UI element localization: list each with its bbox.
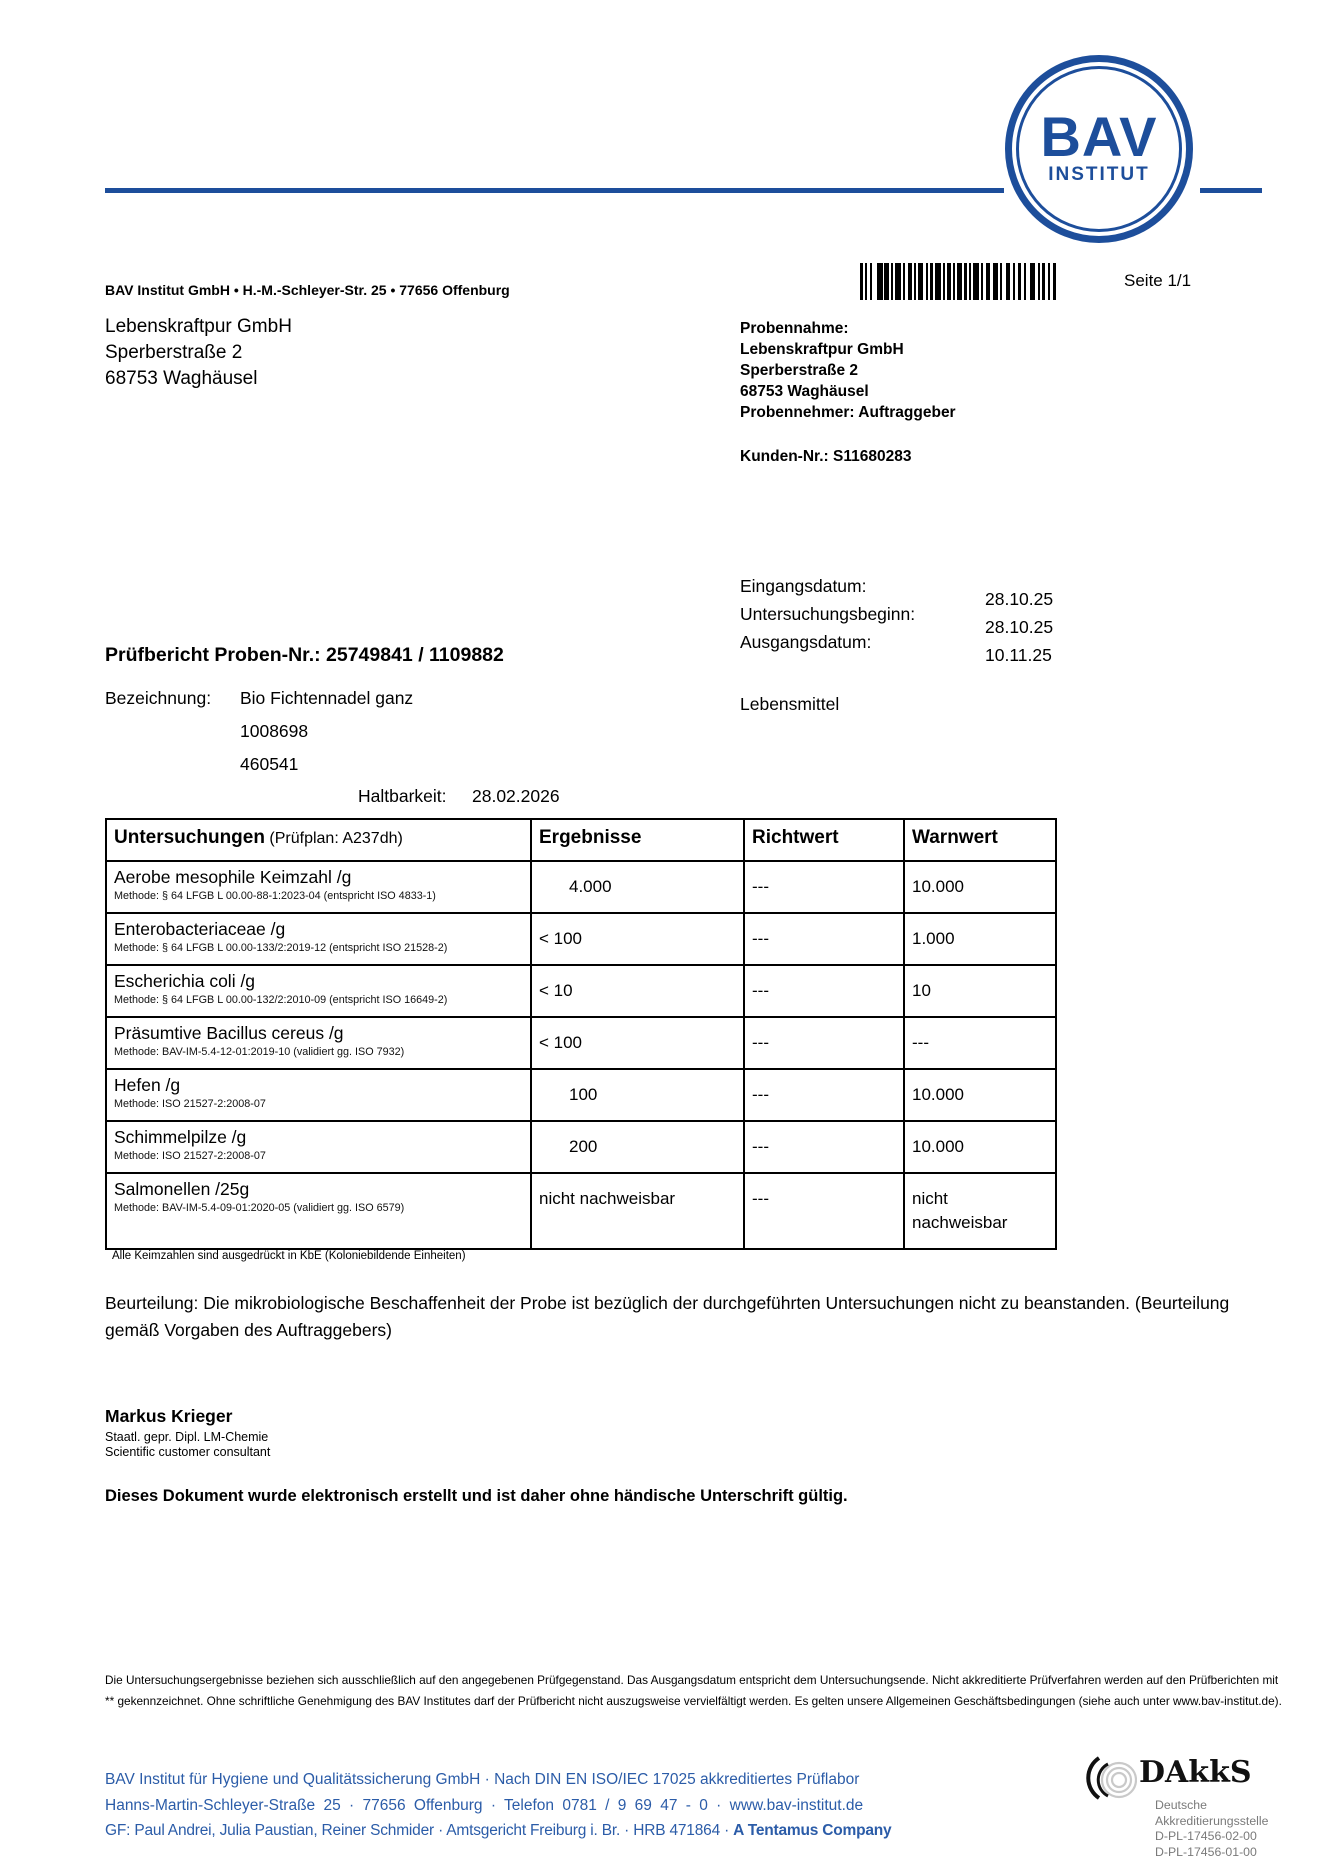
page-number: Seite 1/1 bbox=[1124, 271, 1192, 290]
warnwert-value: 10.000 bbox=[912, 1137, 964, 1156]
parameter-method: Methode: § 64 LFGB L 00.00-133/2:2019-12 (entspricht ISO 21528-2) bbox=[114, 942, 448, 954]
table-header-row bbox=[106, 819, 1056, 861]
signer-title-1: Staatl. gepr. Dipl. LM-Chemie bbox=[105, 1430, 269, 1444]
beurteilung-text: Beurteilung: Die mikrobiologische Beschaffenheit der Probe ist bezüglich der durchgeführten Untersuchungen nicht zu beanstanden. (Beurteilung gemäß Vorgaben des Auftraggebers) bbox=[105, 1293, 1230, 1340]
result-value: 100 bbox=[569, 1085, 598, 1104]
article-code-2: 460541 bbox=[240, 754, 299, 774]
barcode bbox=[860, 263, 1056, 305]
col-untersuchungen-label: Untersuchungen bbox=[114, 827, 265, 848]
richtwert-value: --- bbox=[752, 877, 769, 896]
col-warnwert: Warnwert bbox=[904, 819, 1056, 861]
result-value: < 100 bbox=[539, 1033, 583, 1052]
parameter-method: Methode: ISO 21527-2:2008-07 bbox=[114, 1098, 266, 1110]
table-row bbox=[106, 861, 1056, 913]
probennehmer: Probennehmer: Auftraggeber bbox=[740, 404, 956, 421]
dakks-code-2: D-PL-17456-01-00 bbox=[1155, 1844, 1257, 1859]
bezeichnung-value: Bio Fichtennadel ganz bbox=[240, 688, 414, 708]
bav-logo-subtext: INSTITUT bbox=[1048, 164, 1150, 185]
table-row bbox=[106, 1121, 1056, 1173]
warnwert-value: 10 bbox=[912, 981, 931, 1000]
date-values bbox=[985, 585, 1053, 669]
probennahme-city: 68753 Waghäusel bbox=[740, 383, 869, 400]
dakks-code-1: D-PL-17456-02-00 bbox=[1155, 1829, 1257, 1843]
header-rule-right bbox=[1200, 188, 1262, 193]
result-value: < 100 bbox=[539, 929, 583, 948]
parameter-method: Methode: § 64 LFGB L 00.00-132/2:2010-09 (entspricht ISO 16649-2) bbox=[114, 994, 448, 1006]
parameter-name: Aerobe mesophile Keimzahl /g bbox=[114, 867, 352, 887]
table-footnote: Alle Keimzahlen sind ausgedrückt in KbE (Koloniebildende Einheiten) bbox=[112, 1250, 466, 1262]
article-code-1: 1008698 bbox=[240, 721, 309, 741]
parameter-method: Methode: BAV-IM-5.4-12-01:2019-10 (validiert gg. ISO 7932) bbox=[114, 1046, 405, 1058]
sender-line: BAV Institut GmbH • H.-M.-Schleyer-Str. 25 • 77656 Offenburg bbox=[105, 282, 510, 298]
validity-note: Dieses Dokument wurde elektronisch erstellt und ist daher ohne händische Unterschrift gültig. bbox=[105, 1487, 848, 1505]
signer-title-2: Scientific customer consultant bbox=[105, 1445, 271, 1459]
result-value: nicht nachweisbar bbox=[539, 1189, 676, 1208]
eingangsdatum-value: 28.10.25 bbox=[985, 589, 1054, 609]
table-row bbox=[106, 1069, 1056, 1121]
tentamus-label: A Tentamus Company bbox=[733, 1822, 892, 1839]
signer-name: Markus Krieger bbox=[105, 1406, 233, 1426]
kunden-nr: Kunden-Nr.: S11680283 bbox=[740, 448, 912, 465]
haltbarkeit-value: 28.02.2026 bbox=[472, 786, 560, 806]
bezeichnung-label: Bezeichnung: bbox=[105, 688, 212, 708]
bav-logo bbox=[1005, 55, 1193, 243]
untersuchungsbeginn-value: 28.10.25 bbox=[985, 617, 1054, 637]
warnwert-value: nicht nachweisbar bbox=[912, 1189, 1008, 1232]
recipient-city: 68753 Waghäusel bbox=[105, 368, 258, 389]
warnwert-value: 10.000 bbox=[912, 877, 964, 896]
warnwert-value: 10.000 bbox=[912, 1085, 964, 1104]
parameter-name: Schimmelpilze /g bbox=[114, 1127, 247, 1147]
probennahme-title: Probennahme: bbox=[740, 320, 849, 337]
table-row bbox=[106, 1017, 1056, 1069]
dakks-sub-line1: Deutsche bbox=[1155, 1798, 1207, 1812]
parameter-method: Methode: § 64 LFGB L 00.00-88-1:2023-04 (entspricht ISO 4833-1) bbox=[114, 890, 436, 902]
eingangsdatum-label: Eingangsdatum: bbox=[740, 576, 867, 596]
warnwert-value: --- bbox=[912, 1033, 929, 1052]
col-ergebnisse: Ergebnisse bbox=[531, 819, 744, 861]
richtwert-value: --- bbox=[752, 1137, 769, 1156]
header-rule-left bbox=[105, 188, 1004, 193]
table-row bbox=[106, 1173, 1056, 1249]
sample-category: Lebensmittel bbox=[740, 694, 840, 714]
parameter-name: Enterobacteriaceae /g bbox=[114, 919, 286, 939]
date-labels bbox=[740, 572, 915, 656]
ausgangsdatum-value: 10.11.25 bbox=[985, 645, 1052, 665]
untersuchungsbeginn-label: Untersuchungsbeginn: bbox=[740, 604, 916, 624]
dakks-wordmark: DAkkS bbox=[1139, 1755, 1252, 1790]
result-value: 4.000 bbox=[569, 877, 612, 896]
richtwert-value: --- bbox=[752, 929, 769, 948]
footer-line-1: BAV Institut für Hygiene und Qualitätssicherung GmbH · Nach DIN EN ISO/IEC 17025 akkreditiertes Prüflabor bbox=[105, 1771, 860, 1788]
result-value: < 10 bbox=[539, 981, 573, 1000]
dakks-sub-line2: Akkreditierungsstelle bbox=[1155, 1813, 1269, 1828]
pruefplan-label: (Prüfplan: A237dh) bbox=[264, 830, 403, 847]
footer-line-3-text: GF: Paul Andrei, Julia Paustian, Reiner Schmider · Amtsgericht Freiburg i. Br. · HRB 471864 · bbox=[105, 1822, 734, 1839]
recipient-name: Lebenskraftpur GmbH bbox=[105, 316, 292, 337]
probennahme-street: Sperberstraße 2 bbox=[740, 362, 859, 379]
report-title: Prüfbericht Proben-Nr.: 25749841 / 1109882 bbox=[105, 644, 504, 666]
col-untersuchungen bbox=[106, 819, 531, 861]
table-row bbox=[106, 913, 1056, 965]
probennahme-name: Lebenskraftpur GmbH bbox=[740, 341, 904, 358]
parameter-name: Salmonellen /25g bbox=[114, 1179, 250, 1199]
parameter-name: Hefen /g bbox=[114, 1075, 181, 1095]
parameter-method: Methode: BAV-IM-5.4-09-01:2020-05 (validiert gg. ISO 6579) bbox=[114, 1202, 405, 1214]
warnwert-value: 1.000 bbox=[912, 929, 955, 948]
legal-smallprint: Die Untersuchungsergebnisse beziehen sich ausschließlich auf den angegebenen Prüfgegenstand. Das Ausgangsdatum entspricht dem Untersuchungsende. Nicht akkreditierte Prüfverfahren werden auf den Prüfberichten mit ** gekennzeichnet. Ohne schriftliche Genehmigung des BAV Institutes darf der Prüfbericht nicht auszugsweise vervielfältigt werden. Es gelten unsere Allgemeinen Geschäftsbedingungen (siehe auch unter www.bav-institut.de). bbox=[105, 1673, 1282, 1708]
dakks-logo bbox=[1085, 1756, 1315, 1860]
richtwert-value: --- bbox=[752, 1189, 769, 1208]
ausgangsdatum-label: Ausgangsdatum: bbox=[740, 632, 872, 652]
haltbarkeit-label: Haltbarkeit: bbox=[358, 786, 447, 806]
company-footer bbox=[105, 1767, 1085, 1844]
bav-logo-text: BAV bbox=[1040, 105, 1158, 168]
parameter-name: Escherichia coli /g bbox=[114, 971, 256, 991]
col-richtwert: Richtwert bbox=[744, 819, 904, 861]
dakks-spiral-icon bbox=[1085, 1756, 1137, 1800]
bav-logo-inner-ring bbox=[1016, 66, 1182, 232]
probennahme-block bbox=[740, 318, 956, 423]
footer-line-2: Hanns-Martin-Schleyer-Straße 25 · 77656 Offenburg · Telefon 0781 / 9 69 47 - 0 · www.bav-institut.de bbox=[105, 1796, 864, 1814]
recipient-street: Sperberstraße 2 bbox=[105, 342, 243, 363]
results-table bbox=[105, 818, 1057, 1250]
parameter-method: Methode: ISO 21527-2:2008-07 bbox=[114, 1150, 266, 1162]
footer-line-3 bbox=[105, 1818, 1085, 1844]
recipient-address bbox=[105, 314, 292, 392]
table-row bbox=[106, 965, 1056, 1017]
dakks-subtext bbox=[1155, 1798, 1315, 1860]
result-value: 200 bbox=[569, 1137, 598, 1156]
richtwert-value: --- bbox=[752, 1033, 769, 1052]
richtwert-value: --- bbox=[752, 1085, 769, 1104]
parameter-name: Präsumtive Bacillus cereus /g bbox=[114, 1023, 344, 1043]
richtwert-value: --- bbox=[752, 981, 769, 1000]
